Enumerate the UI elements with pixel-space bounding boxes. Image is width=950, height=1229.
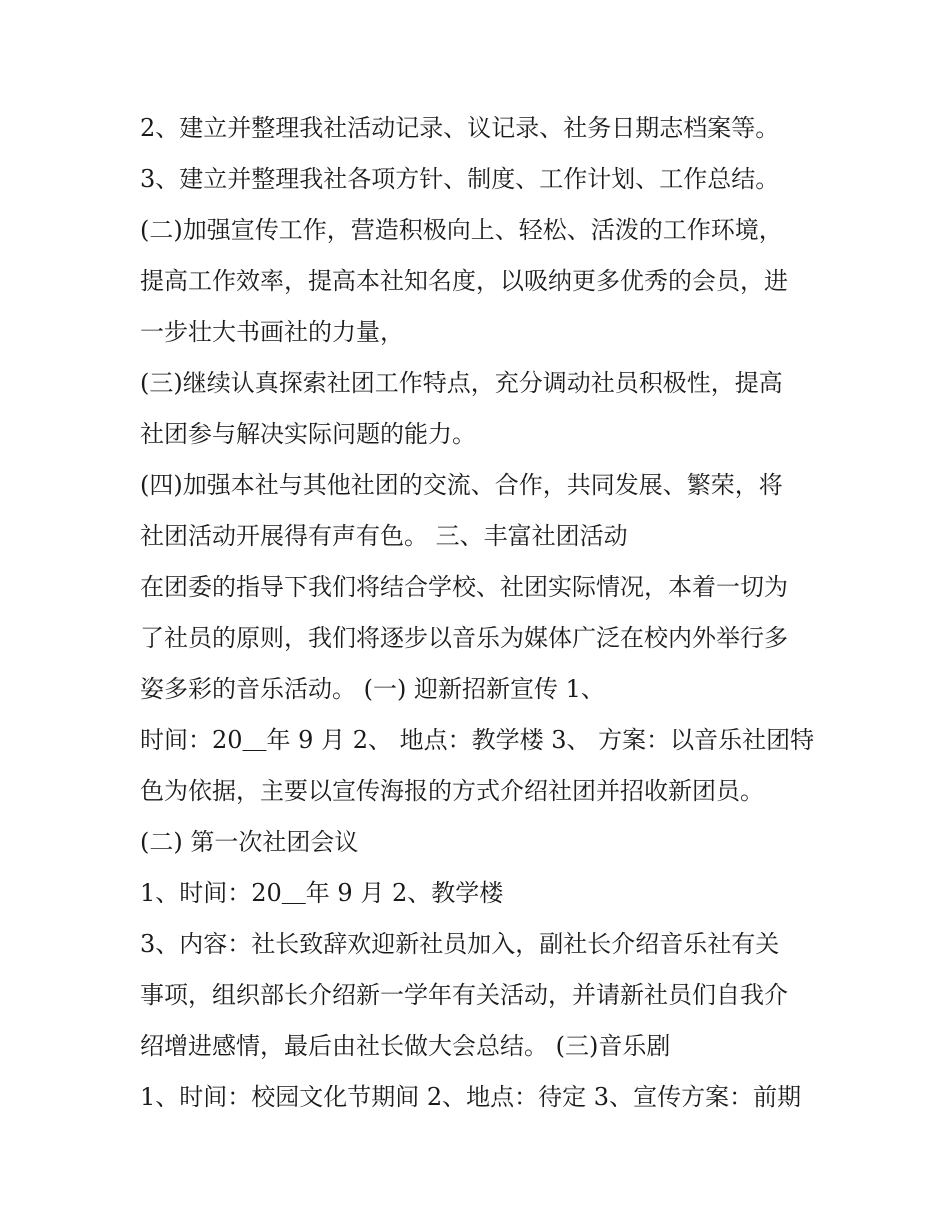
text-line: 了社员的原则，我们将逐步以音乐为媒体广泛在校内外举行多 [140,624,788,652]
text-line: 3、内容：社长致辞欢迎新社员加入，副社长介绍音乐社有关 [140,930,780,958]
text-line: 社团参与解决实际问题的能力。 [140,420,476,448]
text-line: 色为依据，主要以宣传海报的方式介绍社团并招收新团员。 [140,777,764,805]
text-line: 时间：20＿年 9 月 2、 地点：教学楼 3、 方案：以音乐社团特 [140,726,815,754]
text-line: (三)继续认真探索社团工作特点，充分调动社员积极性，提高 [140,369,783,397]
text-line: 姿多彩的音乐活动。 (一) 迎新招新宣传 1、 [140,675,605,703]
text-line: (二) 第一次社团会议 [140,828,359,856]
text-line: 绍增进感情，最后由社长做大会总结。 (三)音乐剧 [140,1032,671,1060]
text-line: 社团活动开展得有声有色。 三、丰富社团活动 [140,522,628,550]
text-line: 事项，组织部长介绍新一学年有关活动，并请新社员们自我介 [140,981,788,1009]
text-line: 1、时间：校园文化节期间 2、地点：待定 3、宣传方案：前期 [140,1083,802,1111]
text-line: 1、时间：20＿年 9 月 2、教学楼 [140,879,504,907]
text-line: 2、建立并整理我社活动记录、议记录、社务日期志档案等。 [140,114,780,142]
text-line: 一步壮大书画社的力量， [140,318,404,346]
text-line: (四)加强本社与其他社团的交流、合作，共同发展、繁荣，将 [140,471,783,499]
text-line: (二)加强宣传工作，营造积极向上、轻松、活泼的工作环境， [140,216,783,244]
text-line: 提高工作效率，提高本社知名度，以吸纳更多优秀的会员，进 [140,267,788,295]
text-line: 在团委的指导下我们将结合学校、社团实际情况，本着一切为 [140,573,788,601]
document-body [140,103,820,1123]
text-line: 3、建立并整理我社各项方针、制度、工作计划、工作总结。 [140,165,780,193]
